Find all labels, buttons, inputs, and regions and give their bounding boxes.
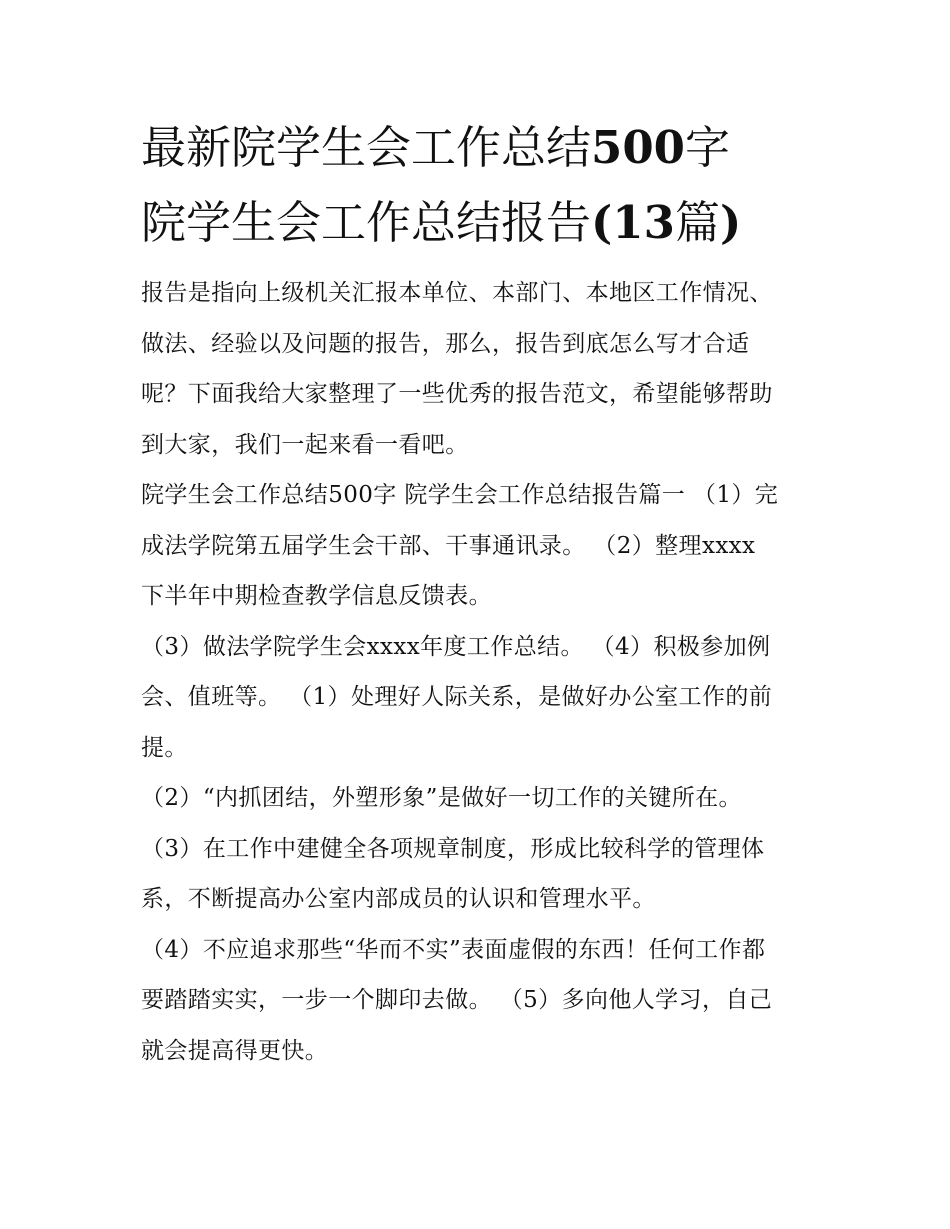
title-line-1: 最新院学生会工作总结500字 [141, 121, 730, 174]
body-line: 提。 [141, 734, 188, 761]
document-title [141, 110, 821, 260]
body-line: 到大家，我们一起来看一看吧。 [141, 431, 469, 458]
body-line: 院学生会工作总结500字 院学生会工作总结报告篇一 （1）完 [141, 482, 779, 508]
body-line: 就会提高得更快。 [141, 1037, 329, 1064]
body-line: 要踏踏实实，一步一个脚印去做。 （5）多向他人学习，自己 [141, 987, 773, 1013]
document-body [141, 268, 821, 1076]
body-line: 做法、经验以及问题的报告，那么，报告到底怎么写才合适 [141, 330, 750, 357]
body-line: 报告是指向上级机关汇报本单位、本部门、本地区工作情况、 [141, 280, 773, 306]
body-line: （3）在工作中建健全各项规章制度，形成比较科学的管理体 [141, 835, 765, 862]
body-line: 系，不断提高办公室内部成员的认识和管理水平。 [141, 886, 656, 912]
body-line: 下半年中期检查教学信息反馈表。 [141, 583, 492, 609]
body-line: 会、值班等。 （1）处理好人际关系，是做好办公室工作的前 [141, 684, 773, 710]
body-line: 成法学院第五届学生会干部、干事通讯录。 （2）整理xxxx [141, 532, 756, 559]
body-line: （4）不应追求那些“华而不实”表面虚假的东西！任何工作都 [141, 936, 766, 963]
body-line: （2）“内抓团结，外塑形象”是做好一切工作的关键所在。 [141, 785, 742, 811]
body-line: 呢？下面我给大家整理了一些优秀的报告范文，希望能够帮助 [141, 381, 773, 407]
body-line: （3）做法学院学生会xxxx年度工作总结。 （4）积极参加例 [141, 633, 771, 660]
document-content [141, 110, 821, 1076]
title-line-2: 院学生会工作总结报告(13篇) [141, 196, 742, 249]
